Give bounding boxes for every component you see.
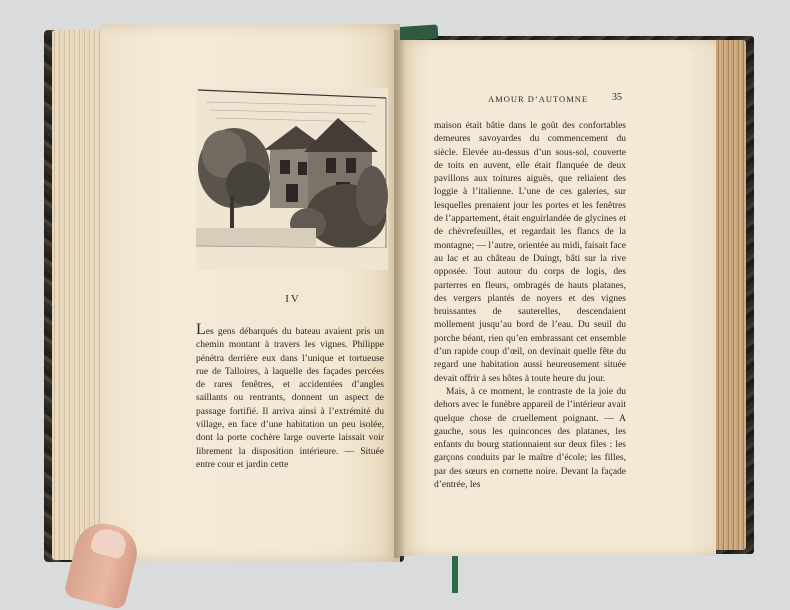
- right-paragraph-2: Mais, à ce moment, le contraste de la joie du dehors avec le funèbre appareil de l’intérieur avait quelque chose de cruellement poignant. — A gauche, sous les quinconces des platanes, les enfants du bourg stationnaient sur deux files : les garçons conduits par le maître d’école; les filles, par des sœurs en cornette noire. Devant la façade d’entrée, les: [434, 386, 626, 491]
- house-engraving-illustration: [196, 88, 388, 270]
- ribbon-bookmark-bottom: [452, 556, 458, 593]
- right-paragraph-1: maison était bâtie dans le goût des confortables demeures savoyardes du commencement du siècle. Elevée au-dessus d’un sous-sol, couverte de toits en auvent, elle était flanquée de deux pavillons aux toitures aiguës, que reliaient des loggie à l’italienne. L’une de ces galeries, sur lesquelles prenaient jour les portes et les fenêtres de l’appartement, était enguirlandée de glycines et de chèvrefeuilles, et regardait les flancs de la montagne; — l’autre, orientée au midi, faisait face au lac et au château de Duingt, bâti sur la rive opposée. Tout autour du corps de logis, des parterres en fleurs, ombragés de hauts platanes, des vergers plantés de noyers et des vignes bruissantes de sauterelles, descendaient mollement jusqu’au bord de l’eau. Du seuil du porche béant, rien qu’en embrassant cet ensemble d’un rapide coup d’œil, on devinait quelle fête du regard une habitation aussi heureusement située devait offrir à ses hôtes à toute heure du jour.: [434, 121, 626, 384]
- page-number: 35: [612, 92, 622, 103]
- running-head: AMOUR D’AUTOMNE: [488, 94, 589, 104]
- drop-cap: L: [196, 321, 206, 338]
- chapter-number: IV: [285, 293, 301, 305]
- left-page-text: [196, 321, 384, 472]
- book-gutter: [394, 30, 404, 558]
- right-page-text: [434, 120, 626, 492]
- left-paragraph: es gens débarqués du bateau avaient pris un chemin montant à travers les vignes. Philippe pénétra derrière eux dans l’unique et tortueuse rue de Talloires, à laquelle des façades percées de rares fenêtres, et accidentées d’angles saillants ou rentrants, donnent un aspect de passage fortifié. Il arriva ainsi à l’extrémité du village, en face d’une habitation un peu isolée, dont la porte cochère large ouverte laissait voir librement la disposition intérieure. — Située entre cour et jardin cette: [196, 327, 384, 470]
